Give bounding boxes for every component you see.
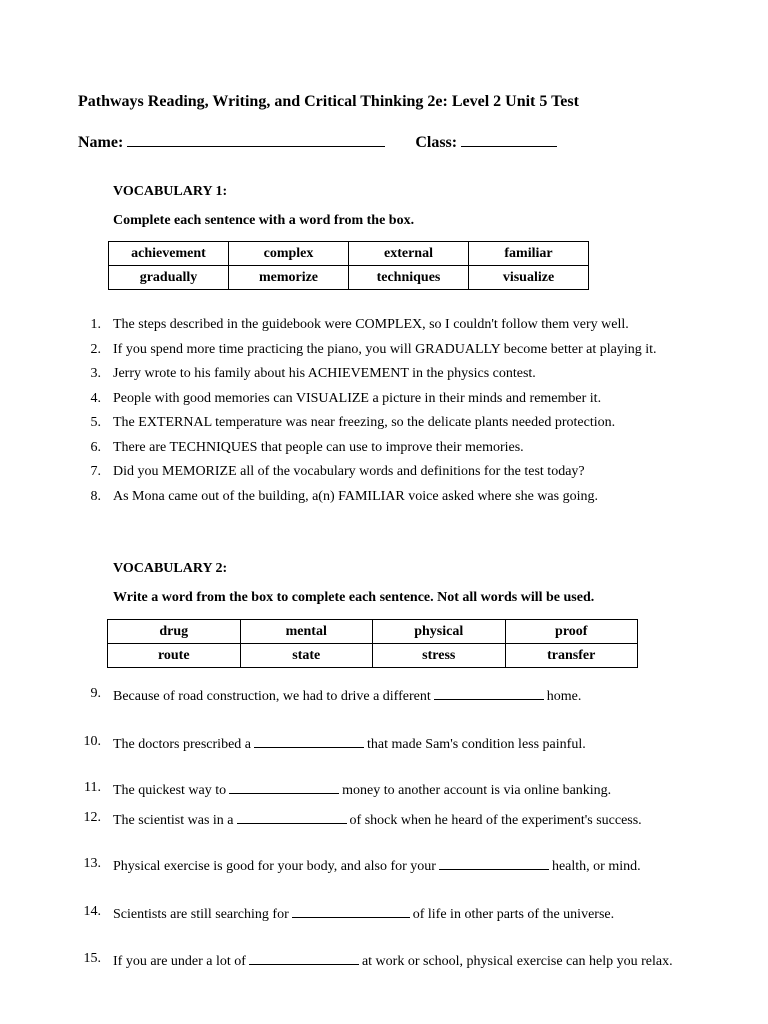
word-cell: techniques [349,266,469,290]
answer-blank[interactable] [254,734,364,748]
vocab2-heading: VOCABULARY 2: [113,561,228,576]
page-title: Pathways Reading, Writing, and Critical Thinking 2e: Level 2 Unit 5 Test [78,93,579,110]
vocab1-word-box [108,241,589,290]
word-cell: proof [505,620,638,644]
word-cell: physical [373,620,506,644]
word-box-row [108,644,638,668]
class-field[interactable] [461,131,557,147]
word-cell: stress [373,644,506,668]
word-cell: route [108,644,241,668]
word-cell: state [240,644,373,668]
word-cell: complex [229,242,349,266]
name-label: Name: [78,134,124,151]
answer-blank[interactable] [249,951,359,965]
word-cell: familiar [469,242,589,266]
answer-blank[interactable] [237,810,347,824]
name-field[interactable] [127,131,385,147]
vocab2-word-box [107,619,638,668]
word-cell: external [349,242,469,266]
word-cell: drug [108,620,241,644]
word-box-row [108,620,638,644]
answer-blank[interactable] [434,686,544,700]
vocab1-heading: VOCABULARY 1: [113,184,228,199]
word-box-row [109,266,589,290]
word-cell: achievement [109,242,229,266]
vocab1-instruction: Complete each sentence with a word from the box. [113,213,415,228]
word-cell: mental [240,620,373,644]
answer-blank[interactable] [439,856,549,870]
word-cell: gradually [109,266,229,290]
word-box-row [109,242,589,266]
vocab2-instruction: Write a word from the box to complete each sentence. Not all words will be used. [113,590,595,605]
word-cell: transfer [505,644,638,668]
answer-blank[interactable] [229,780,339,794]
word-cell: memorize [229,266,349,290]
word-cell: visualize [469,266,589,290]
answer-blank[interactable] [292,904,410,918]
name-class-row [78,131,557,152]
class-label: Class: [415,134,458,151]
